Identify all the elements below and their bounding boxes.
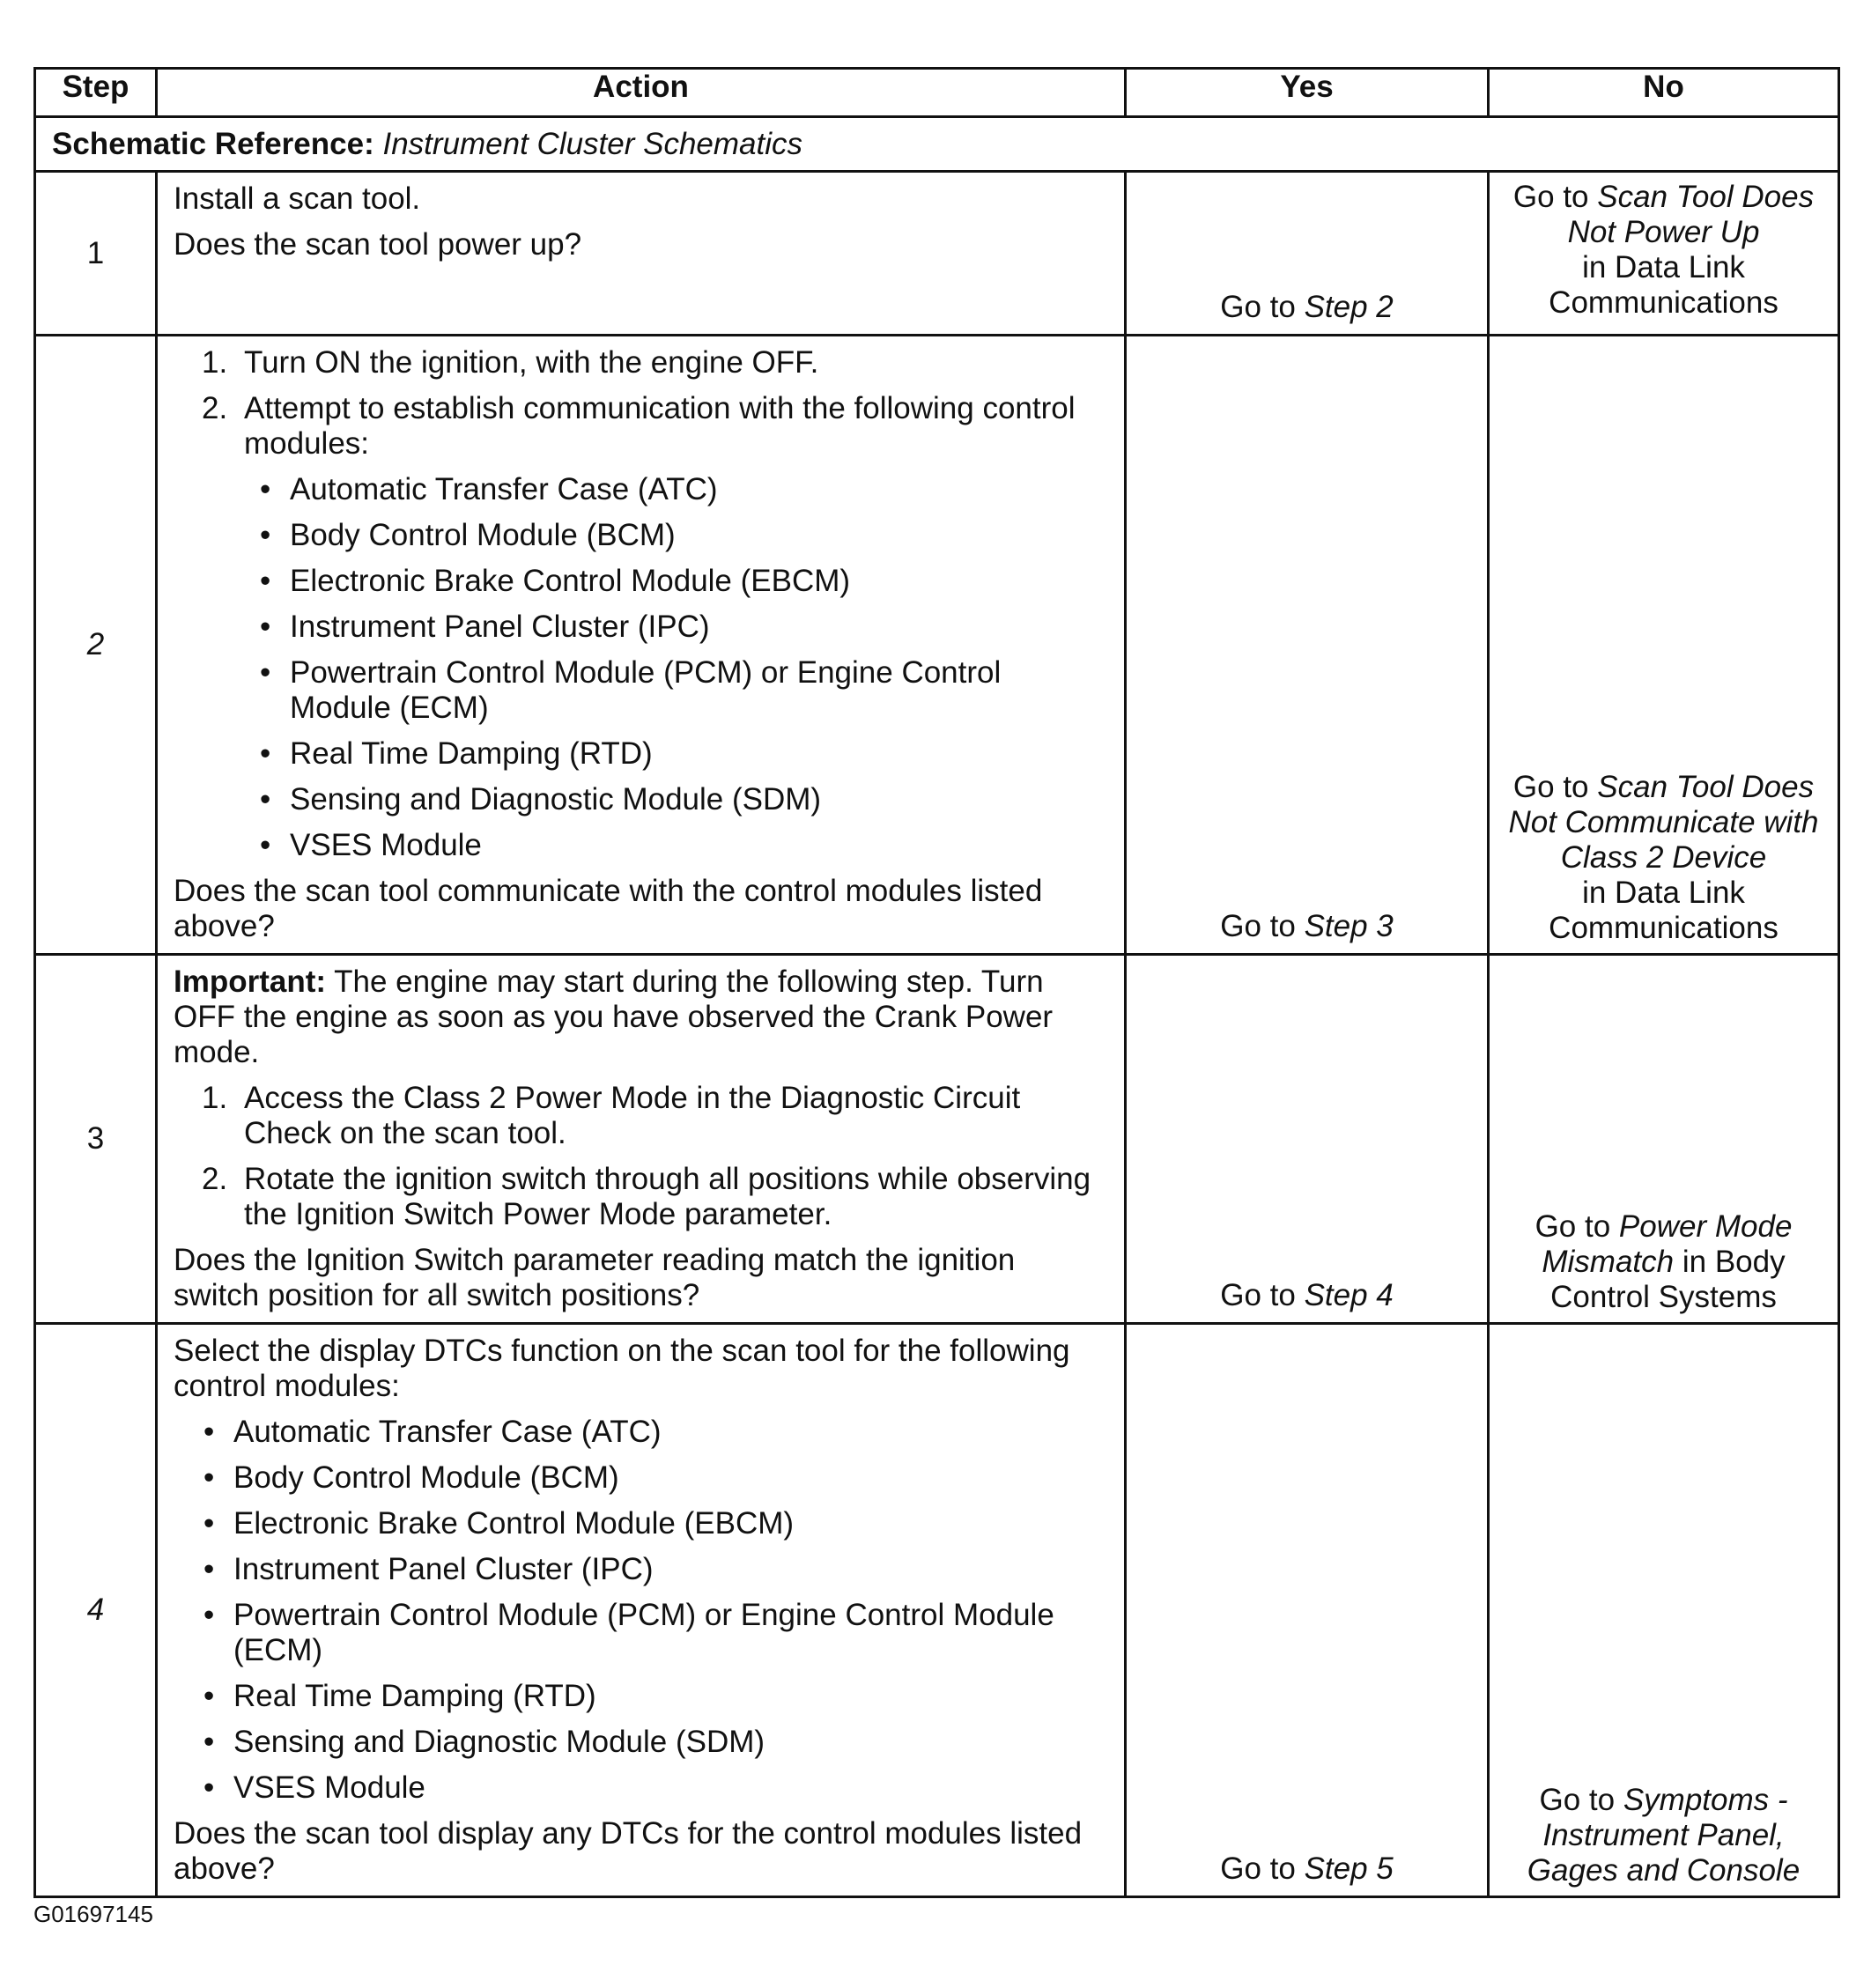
- header-no: No: [1489, 69, 1839, 117]
- action-cell: [157, 955, 1126, 1324]
- step-number: 1: [35, 172, 157, 336]
- list-item: 1. Turn ON the ignition, with the engine OFF.: [202, 345, 819, 380]
- yes-prefix: Go to: [1220, 909, 1296, 943]
- list-item: • Powertrain Control Module (PCM) or Engine Control Module (ECM): [203, 1598, 1054, 1667]
- list-item: • Electronic Brake Control Module (EBCM): [260, 564, 851, 598]
- step-number: 3: [35, 955, 157, 1324]
- list-item: • Body Control Module (BCM): [260, 518, 676, 552]
- list-item: • Sensing and Diagnostic Module (SDM): [203, 1725, 765, 1759]
- no-cell: [1489, 955, 1839, 1324]
- numbered-list: [174, 1081, 1108, 1232]
- no-suffix: in Body Control Systems: [1550, 1245, 1786, 1314]
- no-ref-link[interactable]: Power Mode Mismatch: [1542, 1209, 1793, 1279]
- no-cell: [1489, 336, 1839, 955]
- list-item: • Instrument Panel Cluster (IPC): [203, 1552, 654, 1586]
- figure-id: G01697145: [33, 1901, 153, 1927]
- important-text: The engine may start during the following step. Turn OFF the engine as soon as you have observed the Crank Power mode.: [174, 964, 1054, 1069]
- action-line: Install a scan tool.: [174, 181, 421, 216]
- list-item: • Automatic Transfer Case (ATC): [203, 1415, 662, 1449]
- list-item: • VSES Module: [203, 1770, 425, 1805]
- list-item: • VSES Module: [260, 828, 482, 862]
- no-prefix: Go to: [1535, 1209, 1611, 1244]
- step-row-3: [35, 955, 1839, 1324]
- list-item: • Automatic Transfer Case (ATC): [260, 472, 718, 506]
- no-prefix: Go to: [1512, 770, 1589, 804]
- schematic-label: Schematic Reference:: [52, 126, 374, 161]
- list-item: • Real Time Damping (RTD): [260, 736, 653, 771]
- module-list: [174, 472, 1108, 863]
- action-cell: [157, 1324, 1126, 1897]
- yes-cell: [1126, 172, 1489, 336]
- no-ref-link[interactable]: Symptoms - Instrument Panel, Gages and Console: [1527, 1783, 1801, 1888]
- step-row-4: [35, 1324, 1839, 1897]
- important-note: [174, 964, 1108, 1070]
- list-item: 2. Attempt to establish communication with the following control modules:: [202, 391, 1076, 461]
- list-item: • Real Time Damping (RTD): [203, 1679, 596, 1713]
- header-step: Step: [35, 69, 157, 117]
- yes-cell: [1126, 955, 1489, 1324]
- step-row-2: [35, 336, 1839, 955]
- yes-cell: [1126, 1324, 1489, 1897]
- list-item: • Instrument Panel Cluster (IPC): [260, 610, 710, 644]
- list-item: • Electronic Brake Control Module (EBCM): [203, 1506, 795, 1541]
- action-question: Does the Ignition Switch parameter reading match the ignition switch position for all switch positions?: [174, 1243, 1016, 1312]
- no-suffix: in Data Link Communications: [1549, 876, 1779, 945]
- no-cell: [1489, 172, 1839, 336]
- list-item: 1. Access the Class 2 Power Mode in the Diagnostic Circuit Check on the scan tool.: [202, 1081, 1021, 1150]
- no-cell: [1489, 1324, 1839, 1897]
- module-list: [174, 1415, 1108, 1806]
- yes-step-link[interactable]: Step 3: [1304, 909, 1394, 943]
- diagnostic-table: [33, 67, 1840, 1898]
- action-question: Does the scan tool communicate with the control modules listed above?: [174, 874, 1043, 943]
- action-question: Does the scan tool power up?: [174, 227, 582, 262]
- action-cell: [157, 336, 1126, 955]
- yes-step-link[interactable]: Step 5: [1304, 1851, 1394, 1886]
- step-number: 4: [35, 1324, 157, 1897]
- header-yes: Yes: [1126, 69, 1489, 117]
- important-label: Important:: [174, 964, 327, 999]
- action-question: Does the scan tool display any DTCs for the control modules listed above?: [174, 1816, 1083, 1886]
- no-suffix: in Data Link Communications: [1549, 250, 1779, 320]
- step-number: 2: [35, 336, 157, 955]
- no-ref-link[interactable]: Scan Tool Does Not Power Up: [1567, 180, 1815, 249]
- header-row: [35, 69, 1839, 117]
- no-prefix: Go to: [1539, 1783, 1616, 1817]
- step-row-1: [35, 172, 1839, 336]
- schematic-reference: [35, 117, 1839, 172]
- no-prefix: Go to: [1512, 180, 1589, 214]
- list-item: • Body Control Module (BCM): [203, 1460, 619, 1495]
- header-action: Action: [157, 69, 1126, 117]
- list-item: • Powertrain Control Module (PCM) or Engine Control Module (ECM): [260, 655, 1002, 725]
- action-cell: [157, 172, 1126, 336]
- list-item: • Sensing and Diagnostic Module (SDM): [260, 782, 822, 817]
- yes-prefix: Go to: [1220, 1851, 1296, 1886]
- schematic-row: [35, 117, 1839, 172]
- list-item: 2. Rotate the ignition switch through all positions while observing the Ignition Switch Power Mode parameter.: [202, 1162, 1091, 1231]
- yes-prefix: Go to: [1220, 1278, 1296, 1312]
- action-intro: Select the display DTCs function on the scan tool for the following control modules:: [174, 1334, 1070, 1403]
- schematic-link[interactable]: Instrument Cluster Schematics: [382, 126, 803, 161]
- yes-cell: [1126, 336, 1489, 955]
- yes-step-link[interactable]: Step 4: [1304, 1278, 1394, 1312]
- numbered-list: [174, 345, 1108, 462]
- no-ref-link[interactable]: Scan Tool Does Not Communicate with Class 2 Device: [1508, 770, 1819, 875]
- yes-prefix: Go to: [1220, 290, 1296, 324]
- yes-step-link[interactable]: Step 2: [1304, 290, 1394, 324]
